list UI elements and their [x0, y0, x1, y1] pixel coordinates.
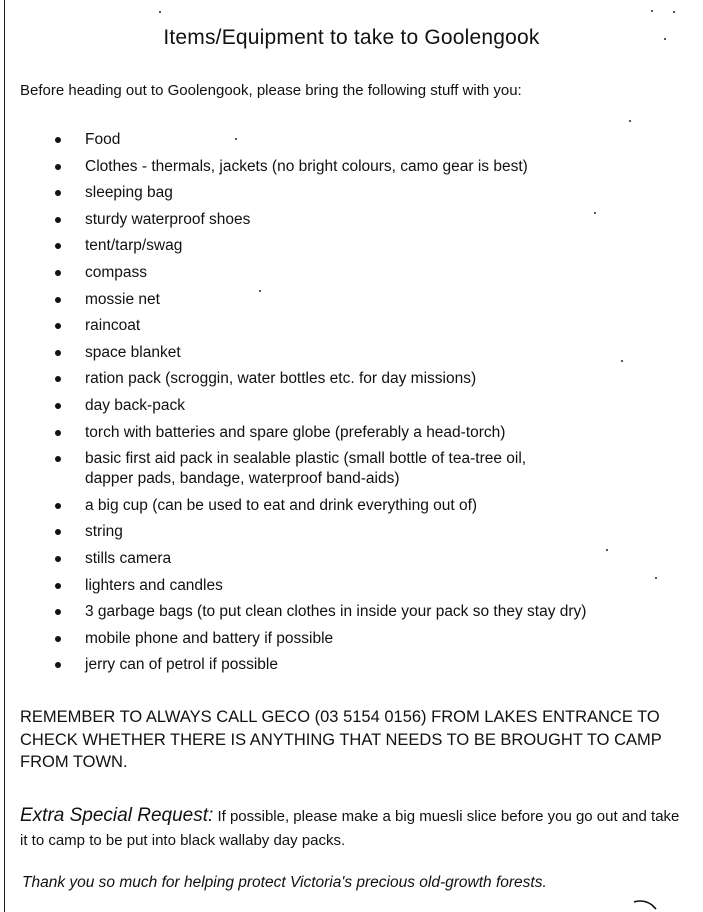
extra-request-text: If possible, please make a big muesli slice before you go out and take it to camp to be put into black wallaby day packs.	[20, 808, 680, 849]
bullet-icon	[55, 583, 61, 589]
list-item	[0, 210, 703, 230]
list-item	[0, 130, 703, 150]
bullet-icon	[55, 323, 61, 329]
list-item	[0, 423, 703, 443]
list-item	[0, 655, 703, 675]
reminder-notice: REMEMBER TO ALWAYS CALL GECO (03 5154 0156) FROM LAKES ENTRANCE TO CHECK WHETHER THERE IS ANYTHING THAT NEEDS TO BE BROUGHT TO CAMP FROM TOWN.	[20, 708, 662, 771]
scan-speck	[159, 11, 161, 13]
list-item	[0, 629, 703, 649]
list-item-text: sleeping bag	[85, 184, 173, 202]
list-item	[0, 576, 703, 596]
list-item-text: tent/tarp/swag	[85, 237, 183, 255]
bullet-icon	[55, 376, 61, 382]
list-item-text: day back-pack	[85, 396, 185, 414]
extra-request	[20, 804, 690, 853]
scan-speck	[664, 38, 666, 40]
scan-speck	[594, 212, 596, 214]
bullet-icon	[55, 164, 61, 170]
list-item-text: string	[85, 523, 123, 541]
list-item	[0, 290, 703, 310]
page-title: Items/Equipment to take to Goolengook	[163, 26, 540, 49]
list-item-text: stills camera	[85, 549, 172, 567]
list-item-text: ration pack (scroggin, water bottles etc. for day missions)	[85, 370, 477, 388]
list-item	[0, 316, 703, 336]
bullet-icon	[55, 662, 61, 668]
bullet-icon	[55, 430, 61, 436]
scan-speck	[621, 360, 623, 362]
list-item	[0, 157, 703, 177]
scan-speck	[235, 138, 237, 140]
list-item-text: 3 garbage bags (to put clean clothes in inside your pack so they stay dry)	[85, 603, 587, 621]
list-item-text: dapper pads, bandage, waterproof band-aids)	[85, 470, 400, 488]
list-item	[0, 522, 703, 542]
corner-scan-mark	[632, 899, 660, 911]
scan-speck	[651, 10, 653, 12]
list-item-text: lighters and candles	[85, 576, 223, 594]
bullet-icon	[55, 350, 61, 356]
equipment-list	[0, 130, 703, 682]
scan-speck	[259, 290, 261, 292]
list-item-text: mobile phone and battery if possible	[85, 629, 334, 647]
bullet-icon	[55, 503, 61, 509]
list-item	[0, 263, 703, 283]
list-item-text: torch with batteries and spare globe (preferably a head-torch)	[85, 423, 506, 441]
list-item-text: a big cup (can be used to eat and drink everything out of)	[85, 496, 478, 514]
list-item-text: jerry can of petrol if possible	[85, 656, 278, 674]
list-item	[0, 369, 703, 389]
bullet-icon	[55, 609, 61, 615]
list-item-text: basic first aid pack in sealable plastic (small bottle of tea-tree oil,	[85, 450, 527, 468]
bullet-icon	[55, 137, 61, 143]
list-item-text: raincoat	[85, 317, 141, 335]
bullet-icon	[55, 190, 61, 196]
bullet-icon	[55, 556, 61, 562]
list-item	[0, 449, 703, 489]
bullet-icon	[55, 243, 61, 249]
bullet-icon	[55, 270, 61, 276]
list-item-text: space blanket	[85, 343, 181, 361]
list-item	[0, 183, 703, 203]
list-item	[0, 602, 703, 622]
list-item	[0, 549, 703, 569]
list-item-text: mossie net	[85, 290, 160, 308]
bullet-icon	[55, 403, 61, 409]
list-item	[0, 236, 703, 256]
list-item	[0, 396, 703, 416]
list-item-text: compass	[85, 263, 148, 281]
scan-speck	[655, 577, 657, 579]
list-item-text: Clothes - thermals, jackets (no bright colours, camo gear is best)	[85, 157, 528, 175]
list-item	[0, 496, 703, 516]
intro-text: Before heading out to Goolengook, please bring the following stuff with you:	[20, 82, 522, 99]
scan-speck	[606, 549, 608, 551]
thanks-note: Thank you so much for helping protect Victoria's precious old-growth forests.	[22, 874, 547, 891]
bullet-icon	[55, 529, 61, 535]
scan-speck	[673, 11, 675, 13]
bullet-icon	[55, 456, 61, 462]
list-item-text: sturdy waterproof shoes	[85, 210, 251, 228]
extra-request-label: Extra Special Request:	[20, 805, 214, 826]
list-item	[0, 343, 703, 363]
bullet-icon	[55, 297, 61, 303]
list-item-text: Food	[85, 131, 121, 148]
bullet-icon	[55, 636, 61, 642]
bullet-icon	[55, 217, 61, 223]
scan-speck	[629, 120, 631, 122]
